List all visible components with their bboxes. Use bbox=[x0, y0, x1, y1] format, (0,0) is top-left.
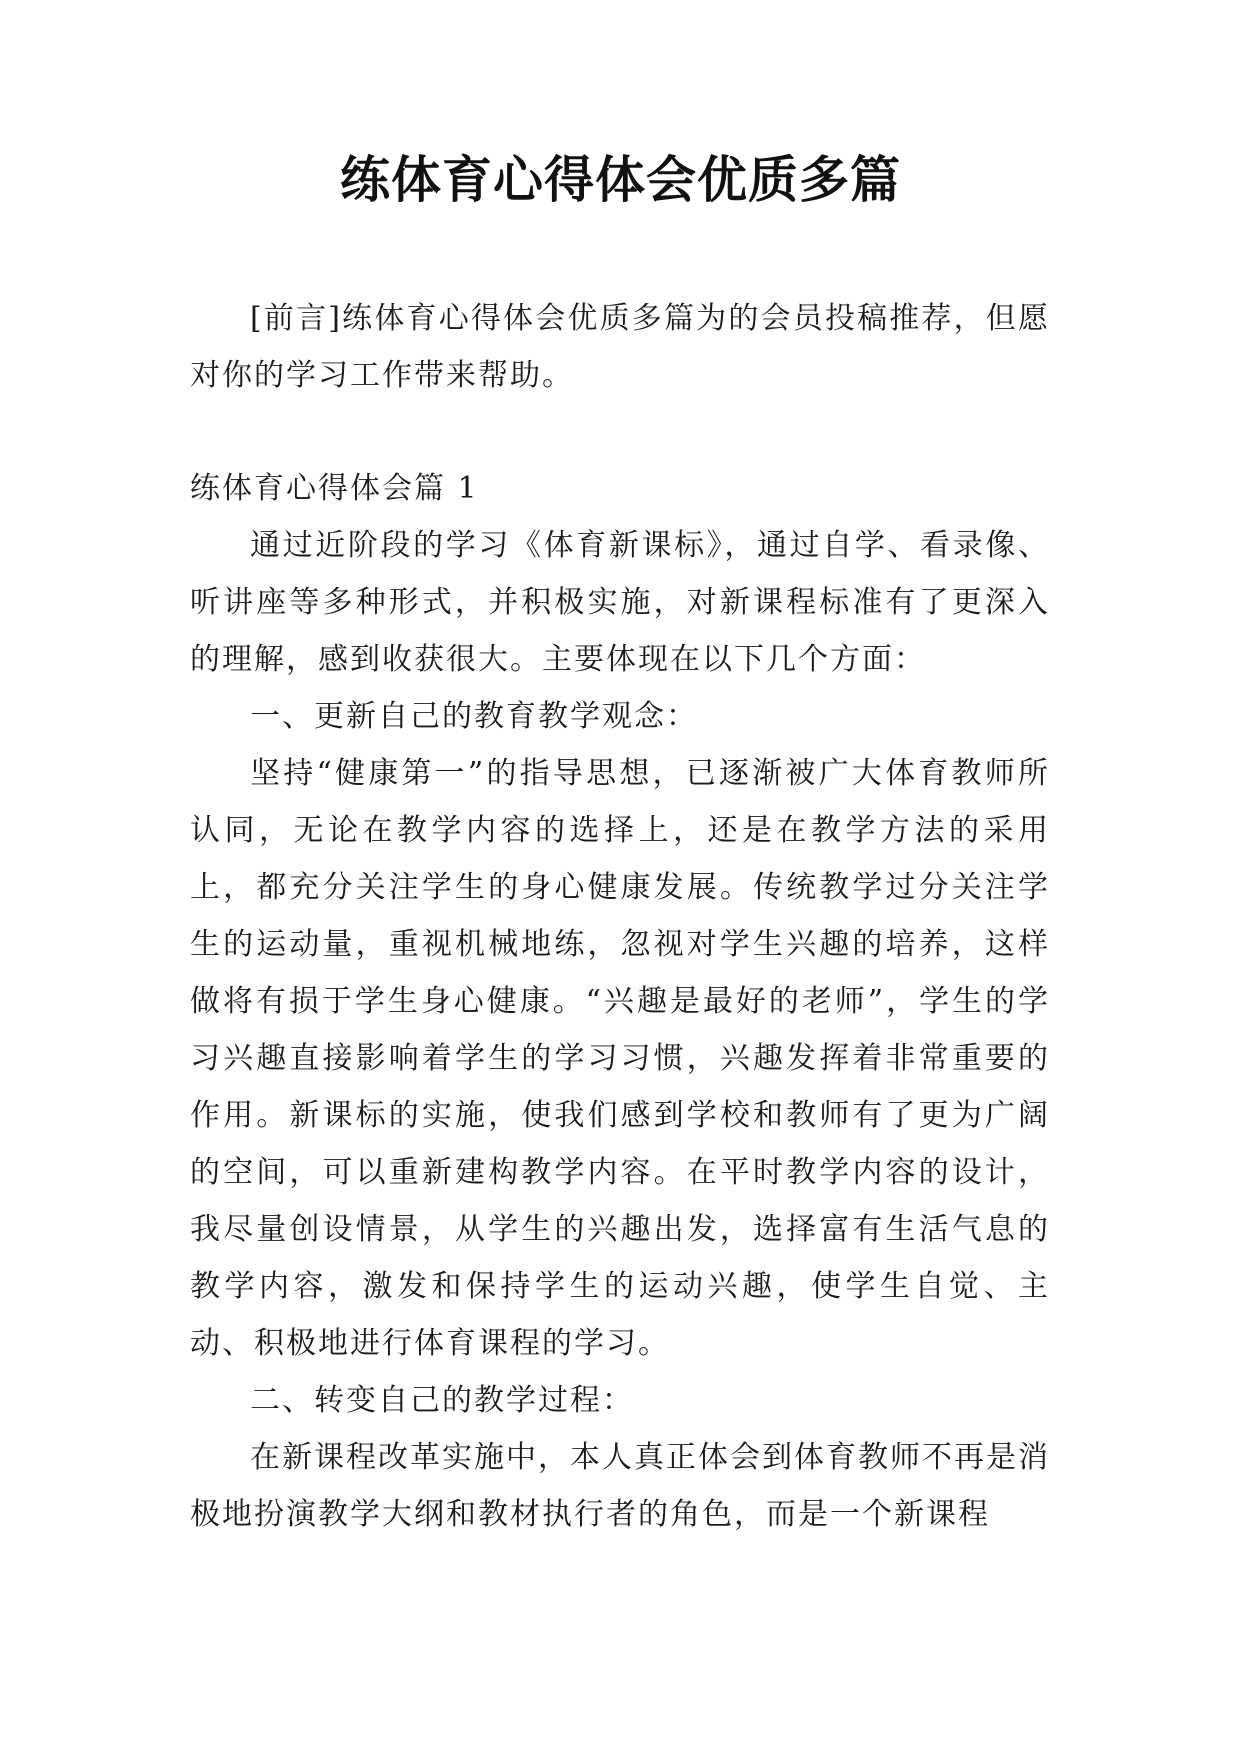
body-paragraph: 坚持“健康第一”的指导思想，已逐渐被广大体育教师所认同，无论在教学内容的选择上，还是在教学方法的采用上，都充分关注学生的身心健康发展。传统教学过分关注学生的运动量，重视机械地练，忽视对学生兴趣的培养，这样做将有损于学生身心健康。“兴趣是最好的老师”，学生的学习兴趣直接影响着学生的学习习惯，兴趣发挥着非常重要的作用。新课标的实施，使我们感到学校和教师有了更为广阔的空间，可以重新建构教学内容。在平时教学内容的设计，我尽量创设情景，从学生的兴趣出发，选择富有生活气息的教学内容，激发和保持学生的运动兴趣，使学生自觉、主动、积极地进行体育课程的学习。 bbox=[190, 756, 1050, 1361]
document-body bbox=[190, 290, 1050, 1543]
document-title: 练体育心得体会优质多篇 bbox=[340, 151, 901, 209]
body-paragraph: 通过近阶段的学习《体育新课标》，通过自学、看录像、听讲座等多种形式，并积极实施，对新课程标准有了更深入的理解，感到收获很大。主要体现在以下几个方面： bbox=[190, 528, 1050, 677]
subheading-paragraph: 一、更新自己的教育教学观念： bbox=[250, 699, 698, 734]
body-paragraph: 在新课程改革实施中，本人真正体会到体育教师不再是消极地扮演教学大纲和教材执行者的角色，而是一个新课程 bbox=[190, 1440, 1050, 1532]
subheading-paragraph: 二、转变自己的教学过程： bbox=[250, 1383, 634, 1418]
preface-paragraph: [前言]练体育心得体会优质多篇为的会员投稿推荐，但愿对你的学习工作带来帮助。 bbox=[190, 301, 1050, 393]
section-heading: 练体育心得体会篇 1 bbox=[190, 471, 479, 506]
